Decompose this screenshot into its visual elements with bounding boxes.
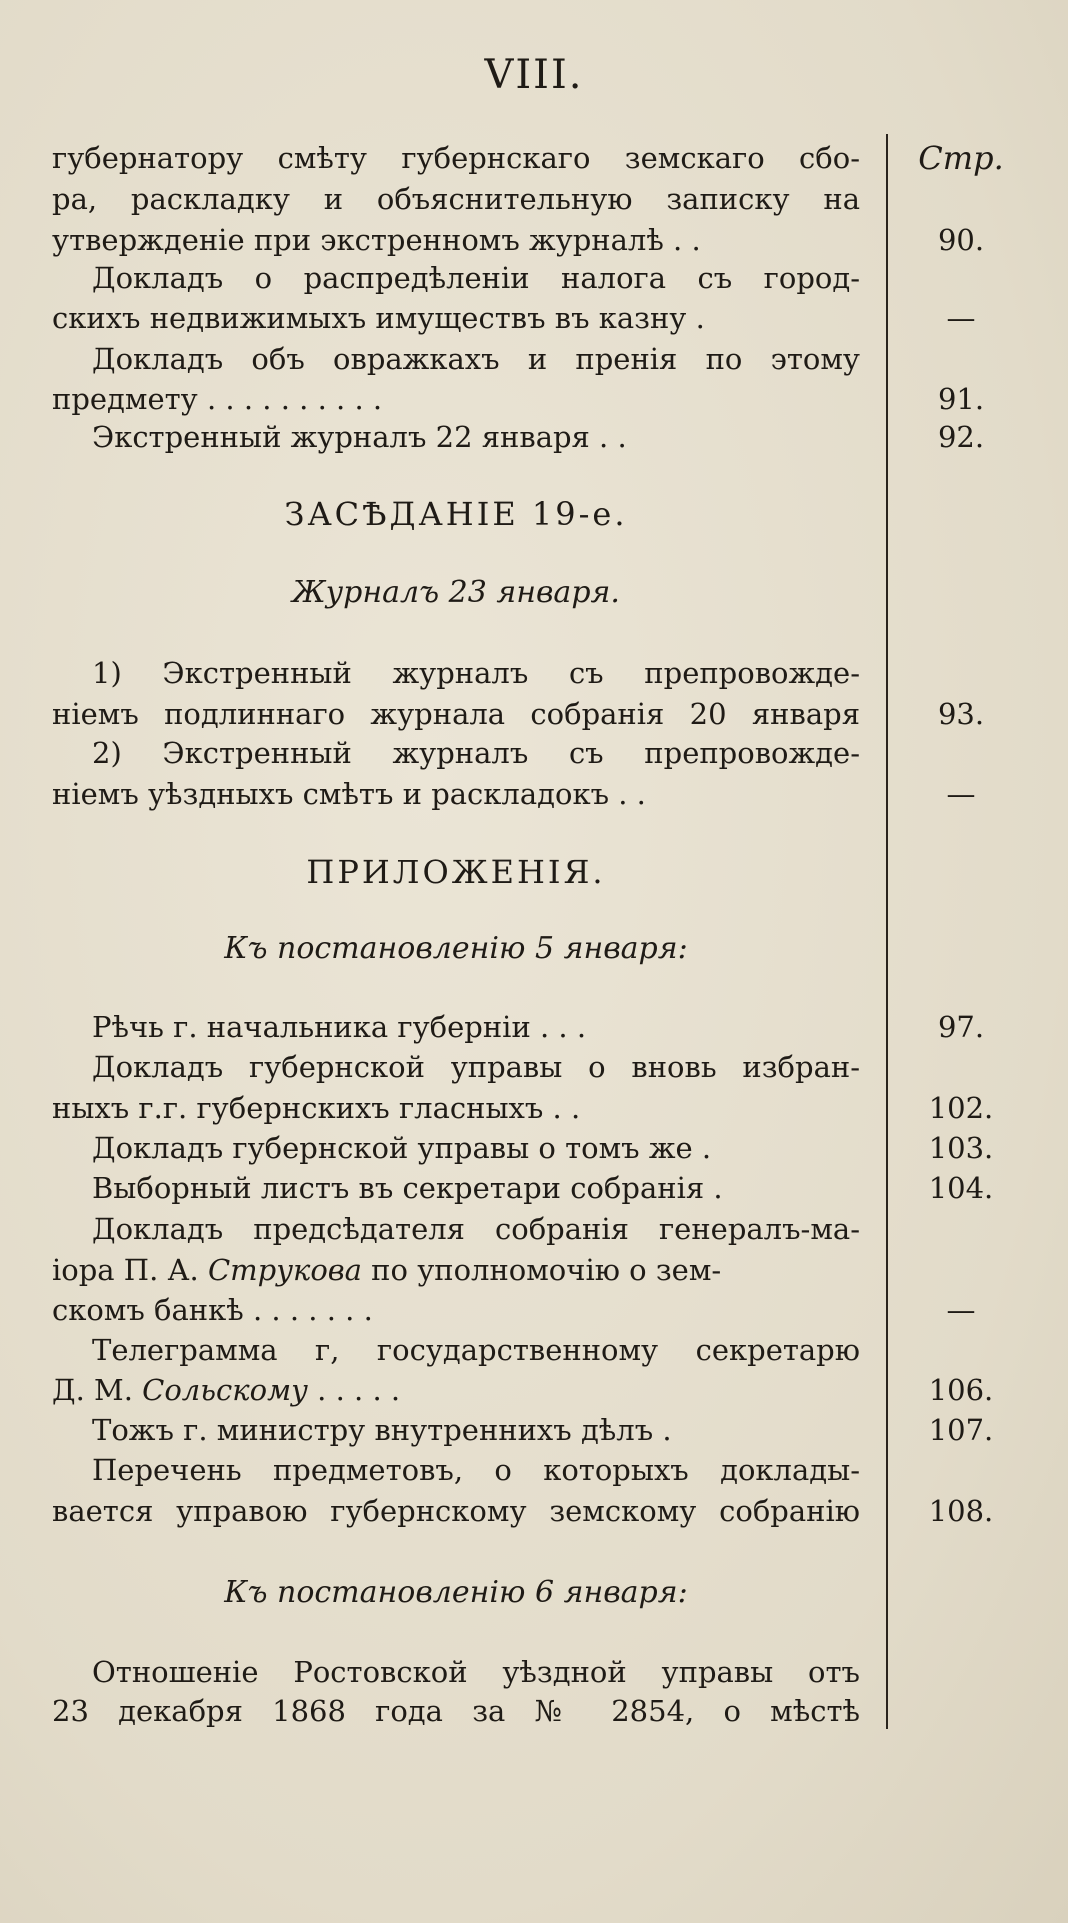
page-ref: — [946,1293,976,1327]
text-line: вается управою губернскому земскому собранію [52,1494,860,1528]
text-line: 1) Экстренный журналъ съ препровожде- [92,656,860,690]
text-line: скихъ недвижимыхъ имуществъ въ казну . [52,301,705,335]
appendix-heading: ПРИЛОЖЕНІЯ. [306,853,606,891]
text-line [52,1250,860,1290]
text-line: Отношеніе Ростовской уѣздной управы отъ [92,1655,860,1689]
text-line: Докладъ губернской управы о томъ же . [92,1131,712,1165]
text-line: ніемъ подлиннаго журнала собранія 20 января [52,697,860,731]
page-ref: 90. [937,223,985,257]
page-ref: — [946,777,976,811]
page-ref: — [946,301,976,335]
page-ref: 107. [928,1413,994,1447]
page-ref: 91. [937,382,985,416]
page-ref: 108. [928,1494,994,1528]
page-ref: 97. [937,1010,985,1044]
page-number: VIII. [484,52,584,98]
text-line: Выборный листъ въ секретари собранія . [92,1171,723,1205]
text-line: предмету . . . . . . . . . . [52,382,383,416]
text-line: ныхъ г.г. губернскихъ гласныхъ . . [52,1091,581,1125]
column-header: Стр. [918,139,1004,177]
text-line: Экстренный журналъ 22 января . . [92,420,627,454]
page-ref: 103. [928,1131,994,1165]
text-line: ра, раскладку и объяснительную записку на [52,182,860,216]
page-ref: 106. [928,1373,994,1407]
journal-heading: Журналъ 23 января. [292,575,620,610]
text-line [52,1370,860,1410]
page-ref: 104. [928,1171,994,1205]
resolution-heading: Къ постановленію 6 января: [224,1575,688,1610]
text-line: Докладъ объ овражкахъ и пренія по этому [92,342,860,376]
text-line: ніемъ уѣздныхъ смѣтъ и раскладокъ . . [52,777,646,811]
text-line: Рѣчь г. начальника губерніи . . . [92,1010,587,1044]
person-name: Струкова [207,1253,362,1287]
page-ref: 93. [937,697,985,731]
section-heading: ЗАСѢДАНІЕ 19-е. [284,495,628,533]
text-line: скомъ банкѣ . . . . . . . [52,1293,373,1327]
page-ref: 102. [928,1091,994,1125]
resolution-heading: Къ постановленію 5 января: [224,931,688,966]
text-fragment: . . . . . [307,1373,401,1407]
text-line: 2) Экстренный журналъ съ препровожде- [92,736,860,770]
text-line: Докладъ о распредѣленіи налога съ город- [92,261,860,295]
text-line: губернатору смѣту губернскаго земскаго сбо- [52,141,860,175]
page-ref: 92. [937,420,985,454]
person-name: Сольскому [142,1373,308,1407]
text-line: Докладъ губернской управы о вновь избран- [92,1050,860,1084]
text-line: Докладъ предсѣдателя собранія генералъ-ма- [92,1212,860,1246]
text-fragment: Д. М. [52,1373,143,1407]
text-fragment: по уполномочію о зем- [361,1253,722,1287]
text-line: 23 декабря 1868 года за № 2854, о мѣстѣ [52,1694,860,1728]
text-line: Тожъ г. министру внутреннихъ дѣлъ . [92,1413,672,1447]
text-line: Телеграмма г, государственному секретарю [92,1333,860,1367]
text-line: Перечень предметовъ, о которыхъ доклады- [92,1453,860,1487]
column-divider [886,134,888,1729]
text-line: утвержденіе при экстренномъ журналѣ . . [52,223,701,257]
text-fragment: іора П. А. [52,1253,208,1287]
